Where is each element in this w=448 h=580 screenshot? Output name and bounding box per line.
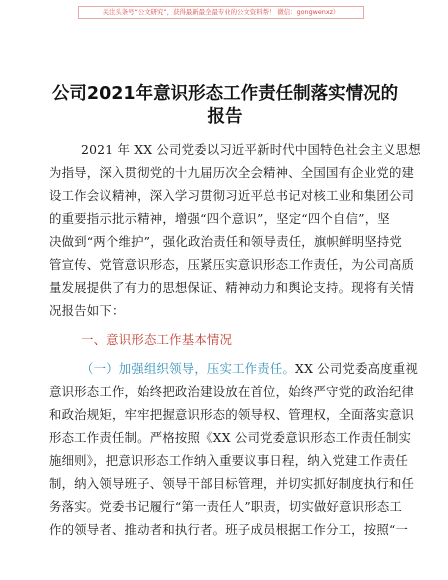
paragraph-line: 为指导，深入贯彻党的十九届历次全会精神、全国国有企业党的建 bbox=[49, 165, 415, 180]
section-heading: 一、意识形态工作基本情况 bbox=[81, 332, 233, 347]
paragraph-line: 2021 年 XX 公司党委以习近平新时代中国特色社会主义思想 bbox=[81, 142, 421, 157]
promo-banner: 关注头条号“公文研究”，获得最新最全最专业的公文资料帮！ 微信：gongwenxz） bbox=[78, 6, 364, 19]
document-title: 公司2021年意识形态工作责任制落实情况的 bbox=[51, 84, 399, 104]
paragraph-line: 施细则》，把意识形态工作纳入重要议事日程，纳入党建工作责任 bbox=[49, 453, 408, 468]
paragraph-line: 的重要指示批示精神，增强“四个意识”，坚定“四个自信”，坚 bbox=[49, 211, 390, 226]
document-title-continued: 报告 bbox=[207, 107, 243, 127]
paragraph-line: 况报告如下： bbox=[49, 303, 125, 318]
paragraph-line bbox=[81, 359, 418, 377]
paragraph-text: XX 公司党委高度重视 bbox=[295, 361, 418, 376]
paragraph-line: 和政治规矩，牢牢把握意识形态的领导权、管理权，全面落实意识 bbox=[49, 407, 415, 422]
paragraph-line: 量发展提供了有力的思想保证、精神动力和舆论支持。现将有关情 bbox=[49, 280, 415, 295]
subsection-heading: （一）加强组织领导，压实工作责任。 bbox=[81, 361, 296, 376]
paragraph-line: 作的领导者、推动者和执行者。班子成员根据工作分工，按照“一 bbox=[49, 522, 409, 537]
paragraph-line: 管宣传、党管意识形态，压紧压实意识形态工作责任，为公司高质 bbox=[49, 257, 415, 272]
paragraph-line: 设工作会议精神，深入学习贯彻习近平总书记对核工业和集团公司 bbox=[49, 188, 415, 203]
paragraph-line: 决做到“两个维护”，强化政治责任和领导责任，旗帜鲜明坚持党 bbox=[49, 234, 403, 249]
paragraph-line: 意识形态工作，始终把政治建设放在首位，始终严守党的政治纪律 bbox=[49, 384, 415, 399]
paragraph-line: 务落实。党委书记履行“第一责任人”职责，切实做好意识形态工 bbox=[49, 499, 403, 514]
paragraph-line: 制，纳入领导班子、领导干部目标管理，并切实抓好制度执行和任 bbox=[49, 476, 415, 491]
paragraph-line: 形态工作责任制。严格按照《XX 公司党委意识形态工作责任制实 bbox=[49, 430, 412, 445]
